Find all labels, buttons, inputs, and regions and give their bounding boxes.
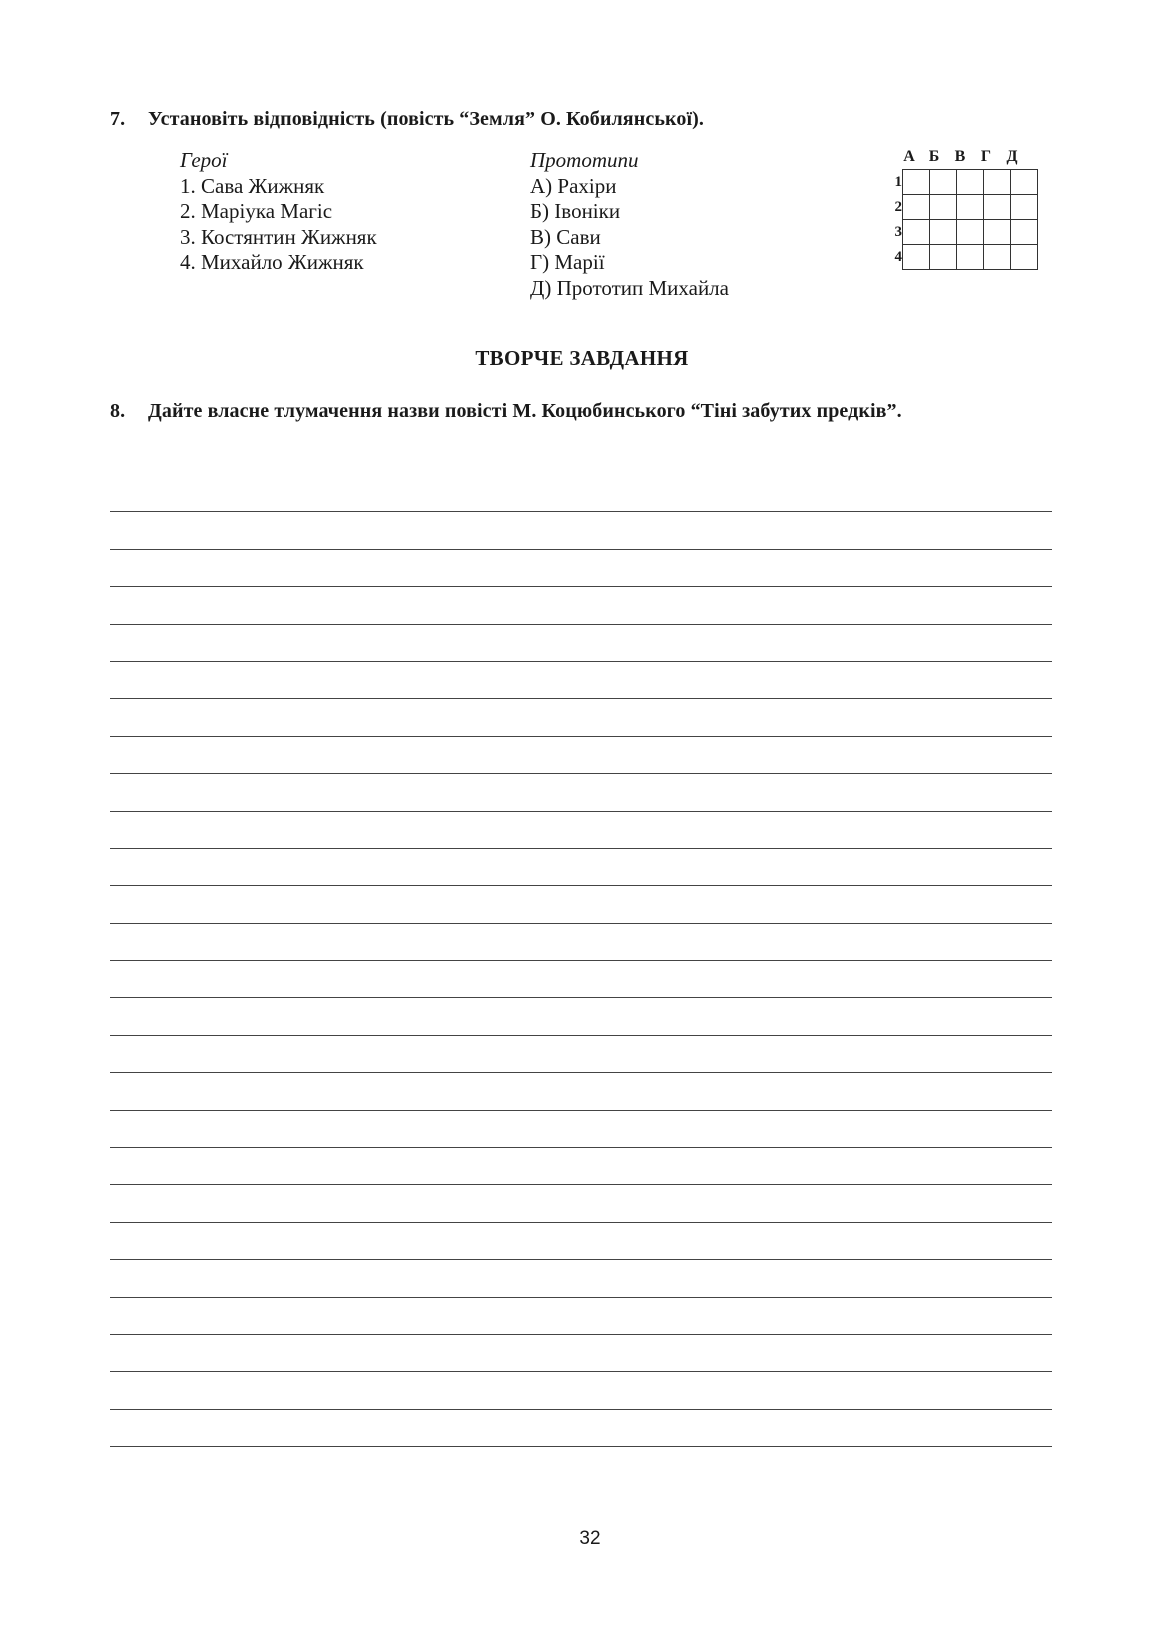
hero-item: 4. Михайло Жижняк bbox=[180, 250, 364, 274]
answer-writing-line[interactable] bbox=[110, 1260, 1052, 1297]
answer-writing-line[interactable] bbox=[110, 1185, 1052, 1222]
answer-cell[interactable] bbox=[902, 194, 930, 220]
answer-cell[interactable] bbox=[902, 169, 930, 195]
answer-writing-line[interactable] bbox=[110, 886, 1052, 923]
answer-cell[interactable] bbox=[1010, 219, 1038, 245]
grid-column-label: Г bbox=[980, 148, 992, 165]
answer-grid-header bbox=[902, 148, 1062, 170]
prototype-item: Г) Марії bbox=[530, 250, 605, 274]
answer-writing-line[interactable] bbox=[110, 998, 1052, 1035]
answer-writing-line[interactable] bbox=[110, 1223, 1052, 1260]
page-number: 32 bbox=[579, 1528, 601, 1549]
answer-cell[interactable] bbox=[902, 219, 930, 245]
answer-cell[interactable] bbox=[983, 244, 1011, 270]
answer-writing-line[interactable] bbox=[110, 812, 1052, 849]
hero-item: 1. Сава Жижняк bbox=[180, 173, 325, 198]
grid-row-label: 2 bbox=[894, 199, 902, 215]
answer-writing-line[interactable] bbox=[110, 1410, 1052, 1447]
heroes-column bbox=[180, 148, 377, 276]
hero-item: 3. Костянтин Жижняк bbox=[180, 224, 377, 249]
prototype-item: Д) Прототип Михайла bbox=[530, 275, 729, 300]
grid-row-label: 1 bbox=[894, 174, 902, 190]
answer-writing-line[interactable] bbox=[110, 625, 1052, 662]
prototypes-heading: Прототипи bbox=[530, 148, 639, 172]
answer-writing-line[interactable] bbox=[110, 662, 1052, 699]
answer-cell[interactable] bbox=[1010, 194, 1038, 220]
question-8-title bbox=[110, 400, 902, 423]
answer-cell[interactable] bbox=[983, 194, 1011, 220]
question-7-number: 7. bbox=[110, 108, 126, 130]
answer-cell[interactable] bbox=[956, 194, 984, 220]
grid-column-label: В bbox=[954, 148, 966, 165]
prototype-item: А) Рахіри bbox=[530, 173, 617, 198]
prototype-item: Б) Івоніки bbox=[530, 199, 621, 223]
answer-writing-line[interactable] bbox=[110, 1148, 1052, 1185]
grid-row bbox=[892, 195, 1038, 220]
answer-writing-line[interactable] bbox=[110, 924, 1052, 961]
grid-column-label: А bbox=[903, 148, 915, 165]
prototype-item: В) Сави bbox=[530, 224, 601, 249]
answer-writing-line[interactable] bbox=[110, 1298, 1052, 1335]
answer-cell[interactable] bbox=[956, 244, 984, 270]
heroes-heading: Герої bbox=[180, 148, 228, 172]
answer-writing-line[interactable] bbox=[110, 774, 1052, 811]
answer-writing-line[interactable] bbox=[110, 1073, 1052, 1110]
answer-cell[interactable] bbox=[1010, 169, 1038, 195]
answer-grid-body bbox=[892, 170, 1038, 270]
answer-writing-line[interactable] bbox=[110, 699, 1052, 736]
answer-cell[interactable] bbox=[983, 169, 1011, 195]
grid-row bbox=[892, 245, 1038, 270]
grid-row-label: 3 bbox=[894, 224, 902, 240]
answer-writing-line[interactable] bbox=[110, 737, 1052, 774]
grid-column-label: Б bbox=[928, 148, 940, 165]
answer-writing-line[interactable] bbox=[110, 961, 1052, 998]
answer-writing-line[interactable] bbox=[110, 475, 1052, 512]
answer-writing-line[interactable] bbox=[110, 849, 1052, 886]
answer-cell[interactable] bbox=[902, 244, 930, 270]
question-8-number: 8. bbox=[110, 400, 126, 422]
answer-cell[interactable] bbox=[929, 219, 957, 245]
answer-writing-line[interactable] bbox=[110, 512, 1052, 549]
question-7-text: Установіть відповідність (повість “Земля” О. Кобилянської). bbox=[148, 108, 704, 130]
answer-writing-line[interactable] bbox=[110, 1372, 1052, 1409]
answer-writing-line[interactable] bbox=[110, 550, 1052, 587]
grid-row-label: 4 bbox=[894, 249, 902, 265]
question-7-title bbox=[110, 108, 704, 131]
hero-item: 2. Маріука Магіс bbox=[180, 199, 333, 223]
answer-writing-line[interactable] bbox=[110, 587, 1052, 624]
answer-cell[interactable] bbox=[1010, 244, 1038, 270]
answer-cell[interactable] bbox=[929, 244, 957, 270]
answer-lines bbox=[110, 475, 1052, 1447]
prototypes-column bbox=[530, 148, 729, 301]
answer-writing-line[interactable] bbox=[110, 1111, 1052, 1148]
question-8-text: Дайте власне тлумачення назви повісті М. Коцюбинського “Тіні забутих предків”. bbox=[148, 400, 902, 422]
answer-cell[interactable] bbox=[983, 219, 1011, 245]
answer-writing-line[interactable] bbox=[110, 1335, 1052, 1372]
answer-cell[interactable] bbox=[956, 219, 984, 245]
answer-cell[interactable] bbox=[929, 194, 957, 220]
grid-row bbox=[892, 220, 1038, 245]
section-heading: ТВОРЧЕ ЗАВДАННЯ bbox=[475, 346, 689, 370]
answer-writing-line[interactable] bbox=[110, 1036, 1052, 1073]
answer-cell[interactable] bbox=[929, 169, 957, 195]
grid-column-label: Д bbox=[1006, 148, 1018, 165]
grid-row bbox=[892, 170, 1038, 195]
answer-cell[interactable] bbox=[956, 169, 984, 195]
